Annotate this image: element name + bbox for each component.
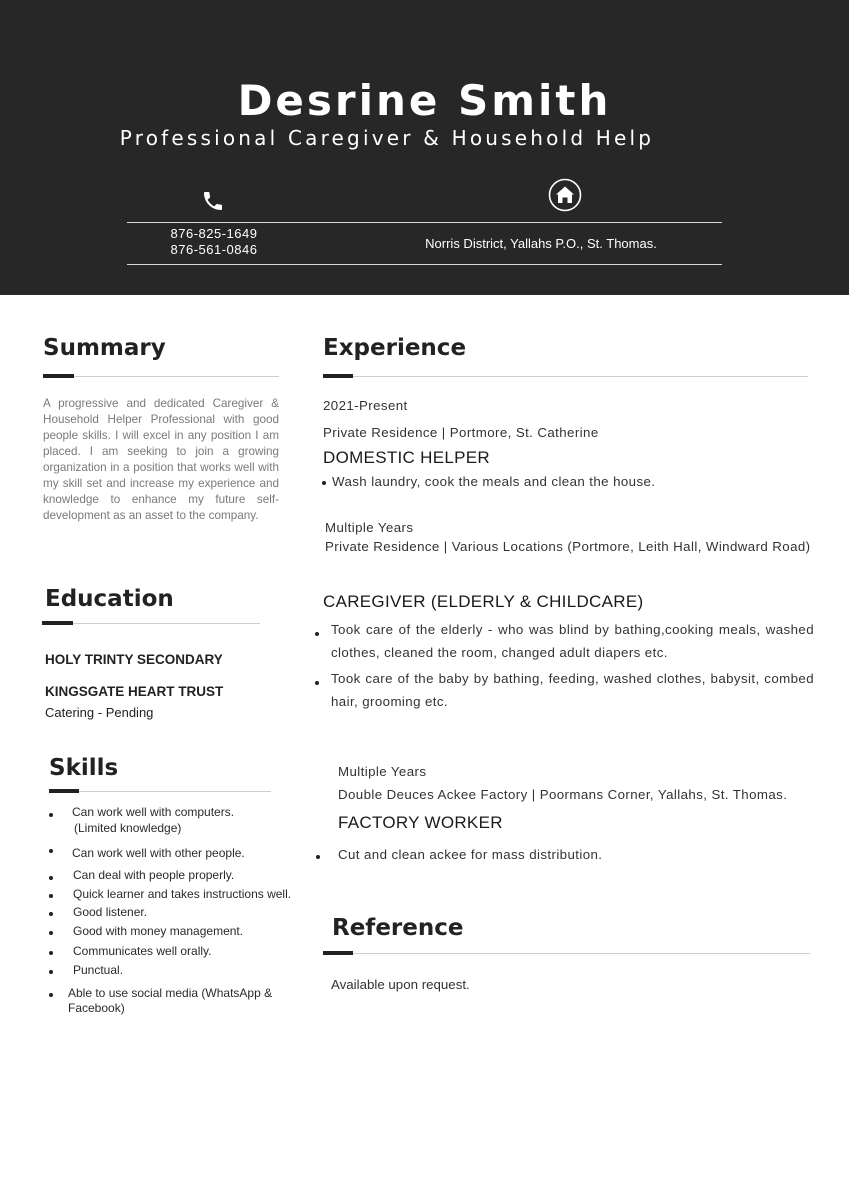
skill-item: (Limited knowledge) xyxy=(74,821,182,835)
phone-number-2: 876-561-0846 xyxy=(170,242,258,257)
experience-heading: Experience xyxy=(323,335,467,361)
experience-rule xyxy=(323,376,808,377)
bullet-icon xyxy=(49,912,53,916)
education-institution: KINGSGATE HEART TRUST xyxy=(45,684,224,699)
education-program: Catering - Pending xyxy=(45,705,154,720)
header-divider-bottom xyxy=(127,264,722,265)
skill-item: Able to use social media (WhatsApp & xyxy=(68,986,273,1000)
bullet-icon xyxy=(315,632,319,636)
bullet-icon xyxy=(49,931,53,935)
education-rule xyxy=(42,623,260,624)
job-place: Private Residence | Portmore, St. Catherine xyxy=(323,425,599,440)
skill-item: Good listener. xyxy=(73,905,148,919)
job-period: Multiple Years xyxy=(325,520,414,535)
skill-item: Can deal with people properly. xyxy=(73,868,235,882)
summary-text: A progressive and dedicated Caregiver & Household Helper Professional with good people skills. I will excel in any position I am placed. I am seeking to join a growing organization in a position that works well with my skill set and increase my experience and knowledge to enhance my future self-development as an asset to the company. xyxy=(43,397,279,522)
education-heading: Education xyxy=(45,586,174,612)
phone-icon xyxy=(201,189,225,213)
skill-item: Punctual. xyxy=(73,963,124,977)
bullet-icon xyxy=(315,681,319,685)
job-place: Private Residence | Various Locations (Portmore, Leith Hall, Windward Road) xyxy=(325,539,811,554)
job-place: Double Deuces Ackee Factory | Poormans Corner, Yallahs, St. Thomas. xyxy=(338,787,788,802)
job-duty: Took care of the elderly - who was blind by bathing,cooking meals, washed clothes, cleaned the room, changed adult diapers etc. xyxy=(331,622,814,660)
home-address: Norris District, Yallahs P.O., St. Thomas. xyxy=(425,236,657,251)
bullet-icon xyxy=(49,970,53,974)
experience-rule-accent xyxy=(323,374,353,378)
bullet-icon xyxy=(322,481,326,485)
job-title: FACTORY WORKER xyxy=(338,813,503,832)
job-title: CAREGIVER (ELDERLY & CHILDCARE) xyxy=(323,592,644,611)
job-duty: Cut and clean ackee for mass distribution. xyxy=(338,847,603,862)
skill-item: Can work well with computers. xyxy=(72,805,235,819)
skills-rule xyxy=(49,791,271,792)
reference-rule xyxy=(323,953,810,954)
skill-item: Communicates well orally. xyxy=(73,944,212,958)
phone-number-1: 876-825-1649 xyxy=(170,226,258,241)
bullet-icon xyxy=(49,849,53,853)
skills-heading: Skills xyxy=(49,755,119,781)
bullet-icon xyxy=(49,876,53,880)
candidate-name: Desrine Smith xyxy=(237,76,612,125)
reference-text: Available upon request. xyxy=(331,977,470,992)
skills-rule-accent xyxy=(49,789,79,793)
bullet-icon xyxy=(49,951,53,955)
reference-heading: Reference xyxy=(332,915,464,941)
job-period: Multiple Years xyxy=(338,764,427,779)
candidate-subtitle: Professional Caregiver & Household Help xyxy=(119,126,655,150)
reference-rule-accent xyxy=(323,951,353,955)
skill-item: Quick learner and takes instructions well. xyxy=(73,887,292,901)
bullet-icon xyxy=(316,855,320,859)
summary-rule xyxy=(43,376,279,377)
bullet-icon xyxy=(49,993,53,997)
bullet-icon xyxy=(49,894,53,898)
skill-item: Good with money management. xyxy=(73,924,244,938)
bullet-icon xyxy=(49,813,53,817)
summary-heading: Summary xyxy=(43,335,166,361)
skill-item: Facebook) xyxy=(68,1001,125,1015)
education-rule-accent xyxy=(42,621,73,625)
job-period: 2021-Present xyxy=(323,398,408,413)
education-school: HOLY TRINTY SECONDARY xyxy=(45,652,223,667)
home-icon xyxy=(548,178,582,212)
skill-item: Can work well with other people. xyxy=(72,846,245,860)
job-duty: Took care of the baby by bathing, feeding, washed clothes, babysit, combed hair, grooming etc. xyxy=(331,671,814,709)
job-title: DOMESTIC HELPER xyxy=(323,448,490,467)
summary-rule-accent xyxy=(43,374,74,378)
header-divider-top xyxy=(127,222,722,223)
job-duty: Wash laundry, cook the meals and clean the house. xyxy=(332,474,656,489)
header-banner xyxy=(0,0,849,295)
